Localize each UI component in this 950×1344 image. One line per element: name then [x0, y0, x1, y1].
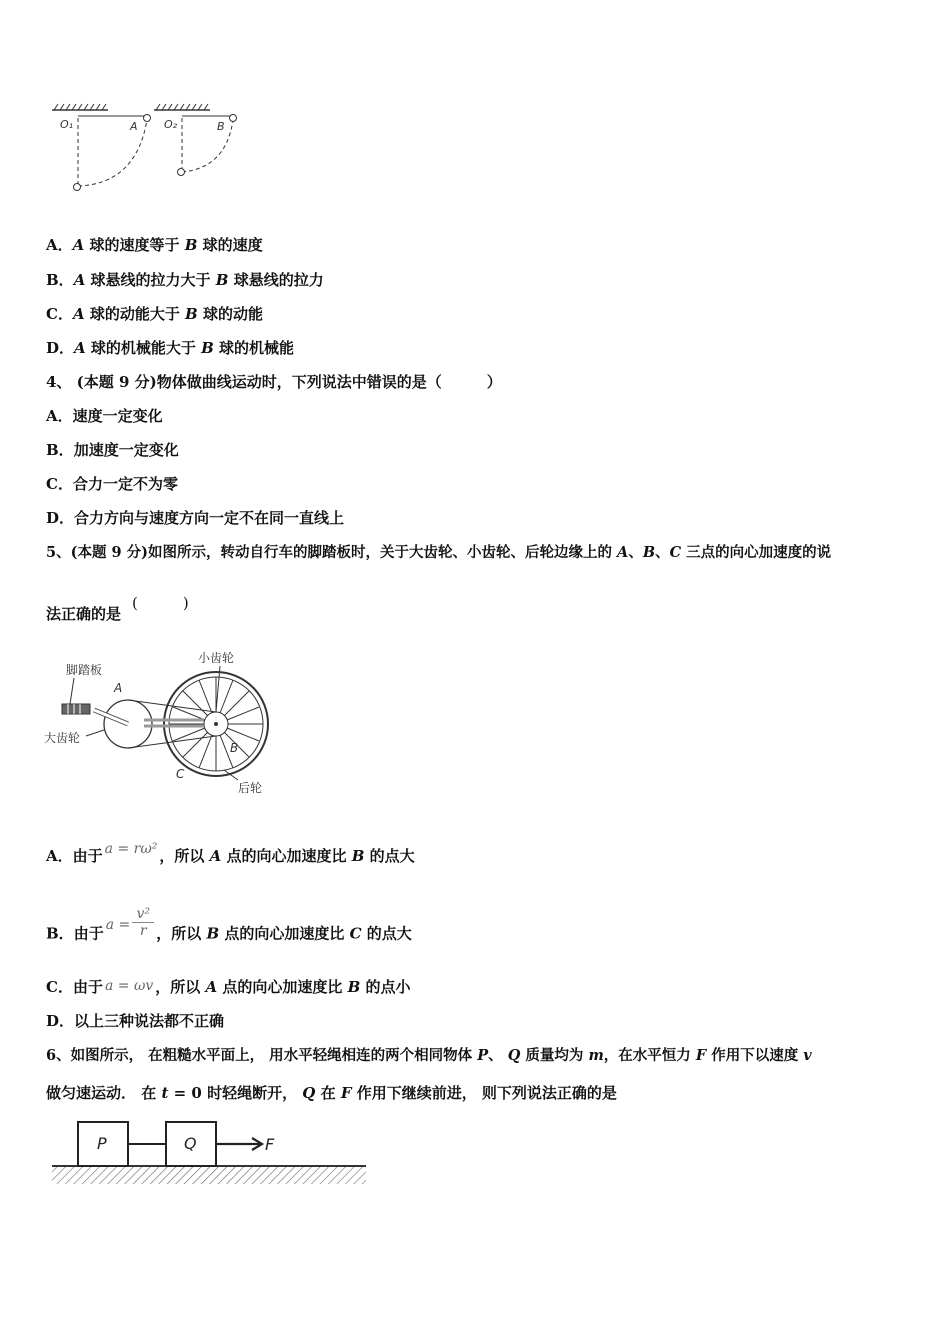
- option-text: 由于: [73, 924, 104, 943]
- bicycle-figure: [44, 648, 284, 800]
- option-text: 球的动能: [197, 305, 263, 323]
- stem-text: 、: [628, 544, 643, 561]
- symbol: C: [349, 924, 362, 943]
- symbol: A: [72, 305, 85, 323]
- stem-text: 、: [488, 1047, 508, 1064]
- answer-paren: ( ): [132, 594, 189, 612]
- q4-stem: 4、 (本题 9 分)物体做曲线运动时，下列说法中错误的是（ ）: [46, 373, 502, 391]
- symbol: F: [695, 1047, 707, 1064]
- option-text: 的点大: [364, 847, 415, 865]
- option-label: B．: [46, 271, 74, 289]
- symbol: A: [73, 271, 86, 289]
- label-rear-wheel: 后轮: [238, 781, 263, 795]
- symbol: B: [347, 978, 361, 996]
- q6-stem-line1: [46, 1046, 812, 1066]
- option-label: A．: [46, 236, 73, 254]
- option-text: 的点大: [361, 924, 412, 943]
- option-text: 合力方向与速度方向一定不在同一直线上: [74, 509, 345, 527]
- symbol: B: [201, 339, 214, 357]
- option-text: ，所以: [155, 978, 206, 996]
- option-text: 以上三种说法都不正确: [74, 1012, 225, 1030]
- stem-text: 做匀速运动． 在: [46, 1084, 162, 1102]
- symbol: F: [340, 1084, 352, 1102]
- option-label: D．: [46, 1012, 75, 1030]
- formula: a = rω²: [104, 841, 158, 857]
- stem-text: 三点的向心加速度的说: [681, 544, 832, 561]
- stem-text: 作用下以速度: [706, 1047, 804, 1064]
- symbol: m: [588, 1047, 604, 1064]
- symbol: A: [209, 847, 222, 865]
- pendulum-figure: [44, 96, 254, 196]
- q5-option-d[interactable]: [46, 1011, 224, 1031]
- q5-stem-line1: [46, 543, 831, 563]
- q3-option-b[interactable]: [46, 270, 324, 290]
- option-label: C．: [46, 475, 73, 493]
- q3-option-c[interactable]: [46, 304, 263, 324]
- stem-text: 质量均为: [520, 1047, 589, 1064]
- stem-text: 、: [655, 544, 670, 561]
- q4-option-b[interactable]: [46, 440, 179, 460]
- option-text: 点的向心加速度比: [219, 924, 350, 943]
- option-label: B．: [46, 441, 74, 459]
- option-text: 球的速度: [197, 236, 263, 254]
- option-label: C．: [46, 978, 73, 996]
- stem-text: = 0 时轻绳断开，: [168, 1084, 303, 1102]
- q5-option-a[interactable]: [46, 841, 415, 867]
- label-small-gear: 小齿轮: [198, 651, 235, 665]
- option-text: 合力一定不为零: [72, 475, 178, 493]
- formula: a = ωv: [104, 978, 154, 994]
- fraction-numerator: v²: [132, 906, 154, 923]
- q5-option-c[interactable]: [46, 977, 411, 998]
- q5-option-b[interactable]: [46, 906, 412, 951]
- option-text: ，所以: [159, 847, 210, 865]
- symbol: A: [617, 544, 629, 561]
- option-label: D．: [46, 509, 75, 527]
- symbol: A: [74, 339, 86, 357]
- option-text: 加速度一定变化: [73, 441, 179, 459]
- option-text: 球悬线的拉力: [228, 271, 324, 289]
- q6-stem-line2: [46, 1083, 617, 1103]
- stem-text: ，在水平恒力: [603, 1047, 696, 1064]
- stem-text: 6、如图所示， 在粗糙水平面上， 用水平轻绳相连的两个相同物体: [46, 1047, 478, 1064]
- option-text: 由于: [72, 847, 103, 865]
- label-o1: O₁: [60, 118, 74, 131]
- option-label: B．: [46, 924, 74, 943]
- label-f: F: [265, 1135, 275, 1154]
- q4-option-c[interactable]: [46, 474, 178, 494]
- q5-stem-line2: 法正确的是: [46, 605, 122, 623]
- symbol: Q: [507, 1047, 521, 1064]
- symbol: B: [206, 924, 220, 943]
- option-text: 球的机械能: [213, 339, 295, 357]
- option-text: 球的速度等于: [84, 236, 185, 254]
- label-point-b: B: [230, 741, 239, 755]
- fraction-denominator: r: [139, 923, 147, 939]
- label-p: P: [97, 1134, 107, 1153]
- option-text: 点的向心加速度比: [221, 847, 352, 865]
- symbol: B: [351, 847, 365, 865]
- option-text: ，所以: [156, 924, 207, 943]
- blocks-figure: [48, 1116, 370, 1190]
- option-label: D．: [46, 339, 75, 357]
- symbol: C: [669, 544, 682, 561]
- label-b: B: [217, 120, 225, 133]
- option-text: 球的动能大于: [84, 305, 186, 323]
- stem-text: 5、(本题 9 分)如图所示，转动自行车的脚踏板时，关于大齿轮、小齿轮、后轮边缘上的: [46, 544, 618, 561]
- label-big-gear: 大齿轮: [44, 731, 81, 745]
- fraction: [132, 906, 154, 939]
- symbol: A: [72, 236, 85, 254]
- option-text: 球的机械能大于: [85, 339, 202, 357]
- symbol: B: [185, 305, 198, 323]
- q4-option-d[interactable]: [46, 508, 344, 528]
- stem-text: 在: [315, 1084, 341, 1102]
- q3-option-d[interactable]: [46, 338, 294, 358]
- formula-lhs: a =: [105, 916, 131, 933]
- q3-option-a[interactable]: [46, 235, 263, 255]
- stem-text: 作用下继续前进， 则下列说法正确的是: [351, 1084, 617, 1102]
- q4-option-a[interactable]: [46, 406, 163, 426]
- symbol: B: [215, 271, 229, 289]
- label-point-a: A: [114, 681, 123, 695]
- option-text: 球悬线的拉力大于: [85, 271, 216, 289]
- label-q: Q: [184, 1134, 197, 1153]
- option-label: A．: [46, 847, 73, 865]
- symbol: v: [803, 1047, 812, 1064]
- symbol: P: [477, 1047, 489, 1064]
- symbol: A: [205, 978, 218, 996]
- option-text: 点的向心加速度比: [217, 978, 348, 996]
- symbol: Q: [302, 1084, 316, 1102]
- option-text: 速度一定变化: [72, 407, 163, 425]
- option-label: C．: [46, 305, 73, 323]
- label-o2: O₂: [164, 118, 178, 131]
- label-point-c: C: [176, 767, 185, 781]
- label-pedal: 脚踏板: [66, 663, 103, 677]
- symbol: B: [184, 236, 198, 254]
- option-text: 由于: [72, 978, 103, 996]
- option-label: A．: [46, 407, 73, 425]
- label-a: A: [130, 120, 138, 133]
- option-text: 的点小: [360, 978, 411, 996]
- symbol: t: [161, 1084, 169, 1102]
- symbol: B: [642, 544, 656, 561]
